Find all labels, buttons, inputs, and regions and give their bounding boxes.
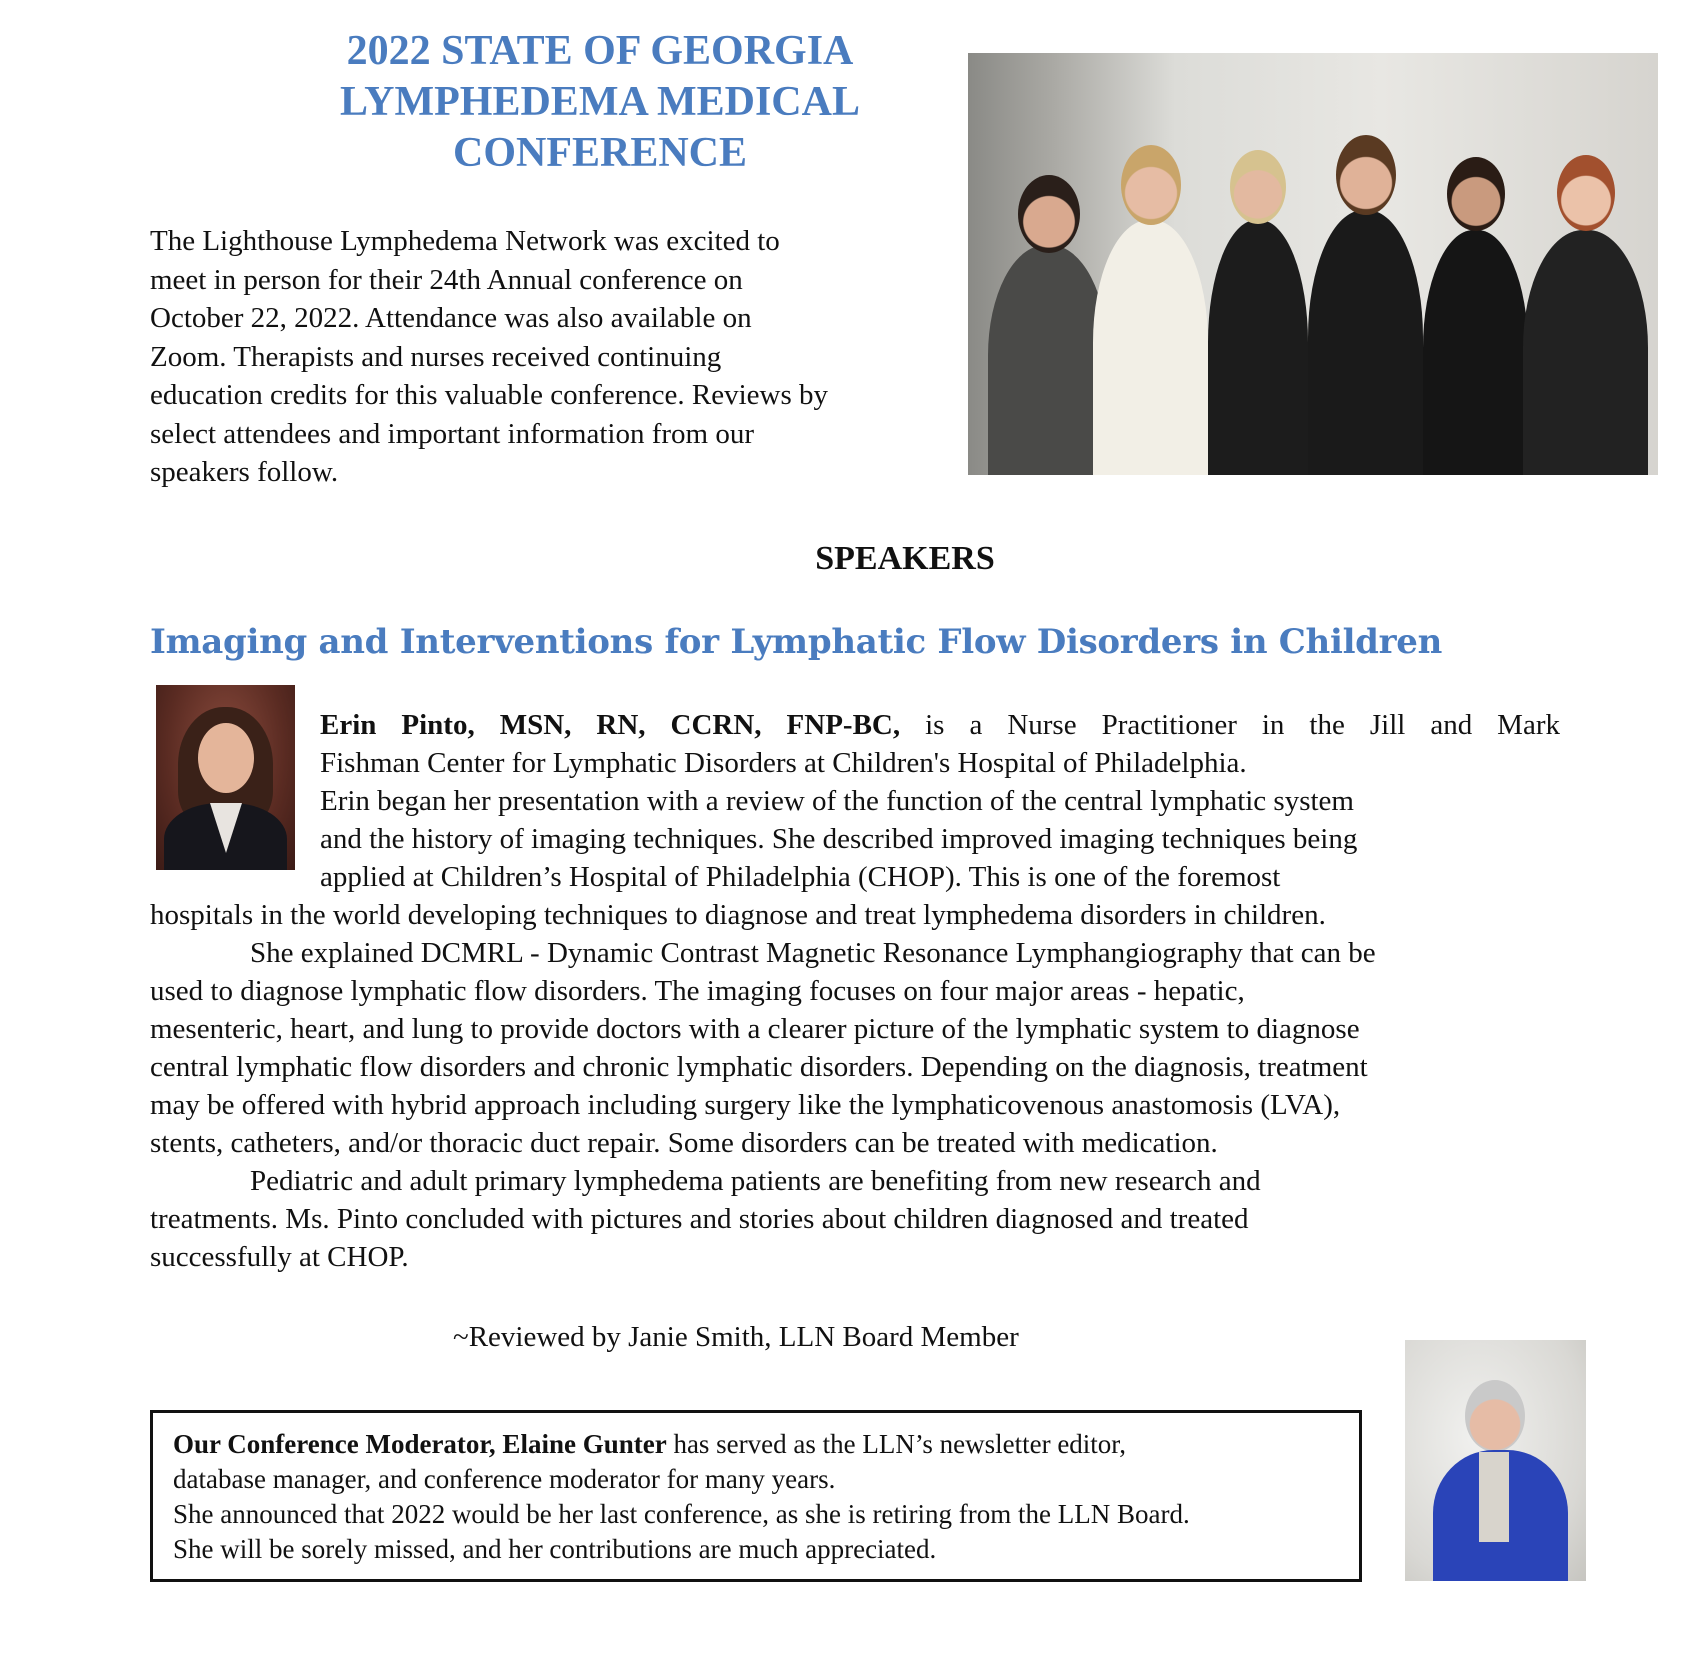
article-line: central lymphatic flow disorders and chronic lymphatic disorders. Depending on the diagnosis, treatment — [150, 1051, 1368, 1083]
group-photo — [968, 53, 1658, 475]
article-line: Pediatric and adult primary lymphedema patients are benefiting from new research and — [250, 1165, 1261, 1197]
article-line: and the history of imaging techniques. She described improved imaging techniques being — [320, 823, 1358, 855]
reviewer-credit: ~Reviewed by Janie Smith, LLN Board Member — [453, 1321, 1019, 1353]
moderator-photo — [1405, 1340, 1586, 1581]
article-line: may be offered with hybrid approach including surgery like the lymphaticovenous anastomosis (LVA), — [150, 1089, 1341, 1121]
intro-paragraph — [150, 222, 950, 492]
photo-person — [1523, 155, 1648, 475]
title-line-1: 2022 STATE OF GEORGIA — [346, 28, 854, 74]
intro-line: education credits for this valuable conference. Reviews by — [150, 379, 829, 411]
speaker-intro-line — [320, 706, 1560, 744]
article-line: treatments. Ms. Pinto concluded with pictures and stories about children diagnosed and treated — [150, 1203, 1249, 1235]
speaker-name: Erin Pinto, MSN, RN, CCRN, FNP-BC, — [320, 709, 901, 741]
page-title — [300, 26, 900, 179]
article-line: She explained DCMRL - Dynamic Contrast Magnetic Resonance Lymphangiography that can be — [250, 937, 1376, 969]
article-body — [150, 896, 1560, 1276]
intro-line: meet in person for their 24th Annual conference on — [150, 263, 743, 296]
moderator-box — [150, 1410, 1362, 1582]
moderator-line: database manager, and conference moderator for many years. — [173, 1464, 836, 1494]
moderator-lead: Our Conference Moderator, Elaine Gunter — [173, 1429, 667, 1459]
moderator-line: She will be sorely missed, and her contributions are much appreciated. — [173, 1534, 937, 1564]
moderator-lead-rest: has served as the LLN’s newsletter editor, — [666, 1429, 1126, 1459]
photo-person — [1308, 135, 1423, 475]
intro-line: October 22, 2022. Attendance was also available on — [150, 302, 752, 334]
article-line: used to diagnose lymphatic flow disorders. The imaging focuses on four major areas - hepatic, — [150, 975, 1245, 1007]
photo-person — [1208, 150, 1308, 475]
article-wrap-block — [320, 744, 1560, 896]
talk-title: Imaging and Interventions for Lymphatic Flow Disorders in Children — [150, 622, 1443, 662]
intro-line: speakers follow. — [150, 456, 339, 488]
title-line-3: CONFERENCE — [452, 130, 748, 176]
photo-person — [988, 175, 1108, 475]
article-line: Fishman Center for Lymphatic Disorders at Children's Hospital of Philadelphia. — [320, 747, 1247, 779]
photo-person — [1423, 157, 1528, 475]
intro-line: The Lighthouse Lymphedema Network was excited to — [150, 225, 780, 257]
article-line: stents, catheters, and/or thoracic duct repair. Some disorders can be treated with medication. — [150, 1127, 1218, 1159]
article-line: successfully at CHOP. — [150, 1241, 409, 1273]
moderator-line: She announced that 2022 would be her last conference, as she is retiring from the LLN Board. — [173, 1499, 1190, 1529]
article-line: hospitals in the world developing techniques to diagnose and treat lymphedema disorders in children. — [150, 899, 1326, 931]
article-line: applied at Children’s Hospital of Philadelphia (CHOP). This is one of the foremost — [320, 861, 1281, 893]
speaker-intro-rest: is a Nurse Practitioner in the Jill and Mark — [900, 709, 1561, 741]
intro-line: select attendees and important information from our — [150, 417, 754, 450]
article-line: Erin began her presentation with a review of the function of the central lymphatic system — [320, 785, 1354, 817]
photo-person — [1093, 145, 1208, 475]
speaker-headshot — [156, 685, 295, 870]
speakers-heading: SPEAKERS — [815, 540, 995, 577]
intro-line: Zoom. Therapists and nurses received continuing — [150, 340, 722, 373]
title-line-2: LYMPHEDEMA MEDICAL — [340, 79, 860, 125]
article-line: mesenteric, heart, and lung to provide doctors with a clearer picture of the lymphatic system to diagnose — [150, 1013, 1360, 1045]
